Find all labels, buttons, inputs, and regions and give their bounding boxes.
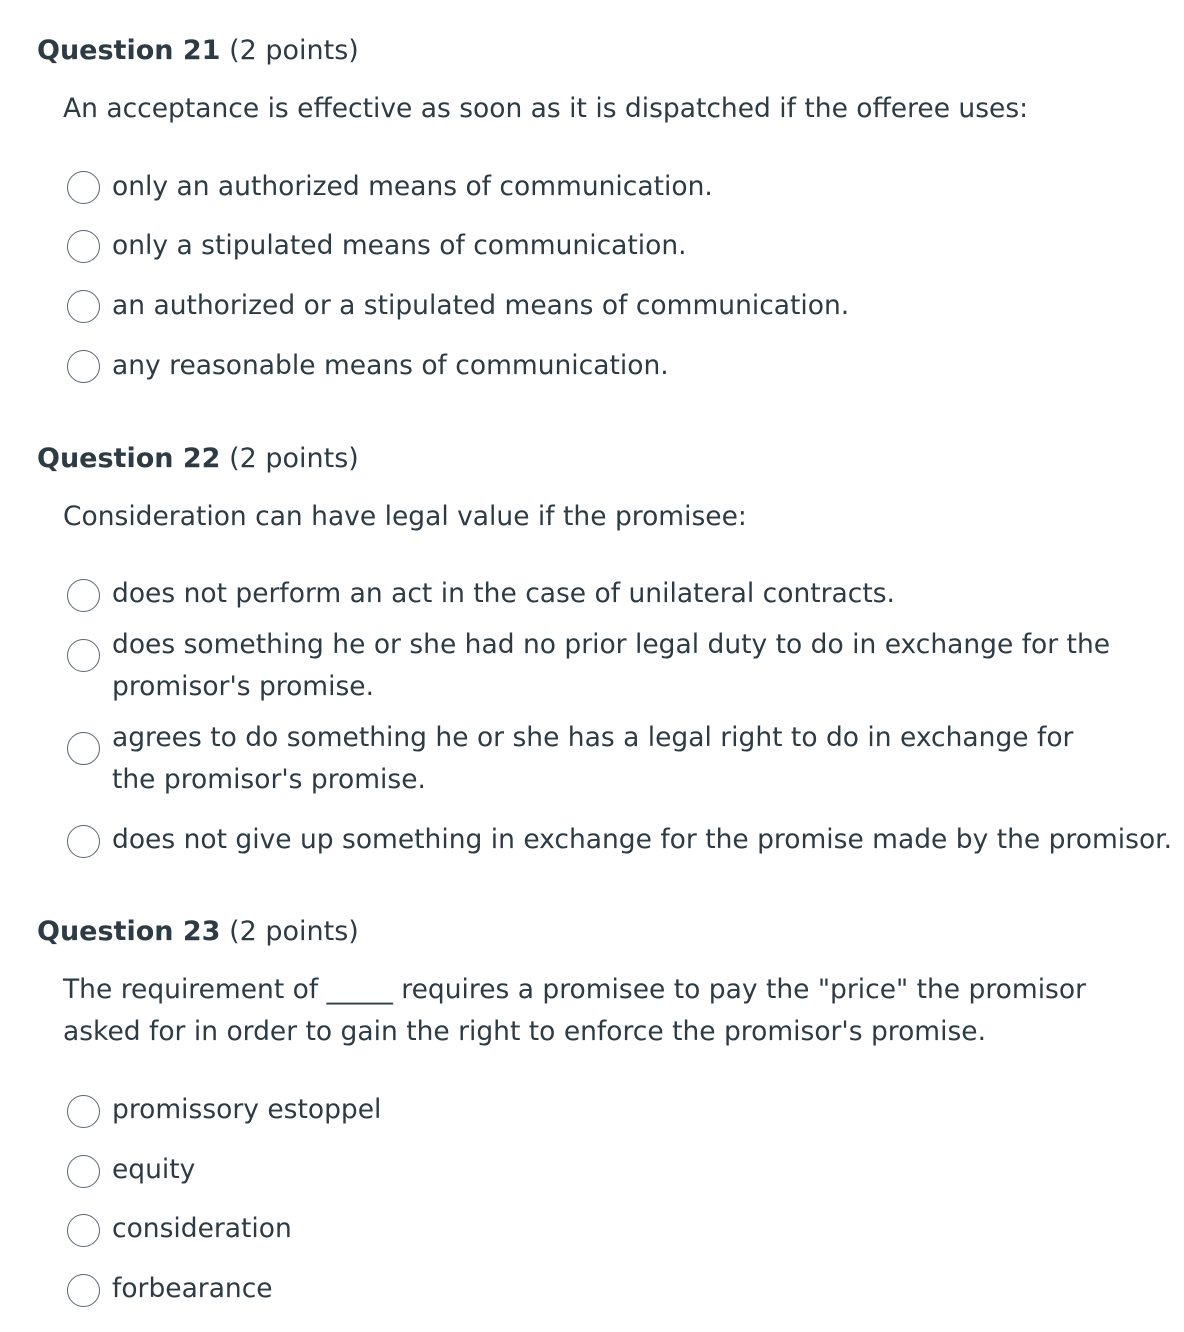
question-prompt: The requirement of _____ requires a promisee to pay the "price" the promisor asked for in order to gain the right to enforce the promisor's promise. [63,974,1086,1047]
answer-label[interactable]: promissory estoppel [112,1094,382,1125]
radio-button[interactable] [67,350,100,383]
answer-label[interactable]: only an authorized means of communication. [112,171,713,202]
question-header [37,34,359,68]
question-prompt: Consideration can have legal value if the promisee: [63,501,747,532]
answer-option[interactable] [67,819,1173,861]
answer-option[interactable] [67,285,1167,327]
radio-button[interactable] [67,825,100,858]
answer-option[interactable] [67,1208,1167,1250]
question-title: Question 22 [37,443,221,474]
question-title: Question 21 [37,35,221,66]
answer-label[interactable]: agrees to do something he or she has a legal right to do in exchange for the promisor's promise. [112,722,1074,795]
question-header [37,915,359,949]
answer-option[interactable] [67,573,1167,615]
answer-option[interactable] [67,624,1167,708]
answer-option[interactable] [67,717,1167,801]
answer-option[interactable] [67,166,1167,208]
answer-label[interactable]: does not perform an act in the case of unilateral contracts. [112,578,895,609]
radio-button[interactable] [67,290,100,323]
answer-label[interactable]: any reasonable means of communication. [112,350,669,381]
question-points: (2 points) [229,916,359,947]
answer-label[interactable]: does something he or she had no prior legal duty to do in exchange for the promisor's promise. [112,629,1111,702]
answer-label[interactable]: forbearance [112,1273,273,1304]
radio-button[interactable] [67,639,100,672]
answer-label[interactable]: equity [112,1154,196,1185]
radio-button[interactable] [67,1274,100,1307]
question-points: (2 points) [229,443,359,474]
question-prompt: An acceptance is effective as soon as it is dispatched if the offeree uses: [63,93,1029,124]
radio-button[interactable] [67,579,100,612]
answer-label[interactable]: only a stipulated means of communication. [112,230,687,261]
radio-button[interactable] [67,230,100,263]
answer-label[interactable]: does not give up something in exchange for the promise made by the promisor. [112,824,1173,855]
answer-label[interactable]: an authorized or a stipulated means of communication. [112,290,850,321]
question-title: Question 23 [37,916,221,947]
answer-option[interactable] [67,345,1167,387]
question-points: (2 points) [229,35,359,66]
radio-button[interactable] [67,732,100,765]
question-header [37,442,359,476]
answer-option[interactable] [67,225,1167,267]
answer-option[interactable] [67,1149,1167,1191]
answer-option[interactable] [67,1089,1167,1131]
answer-option[interactable] [67,1268,1167,1310]
radio-button[interactable] [67,1095,100,1128]
radio-button[interactable] [67,1214,100,1247]
radio-button[interactable] [67,1155,100,1188]
answer-label[interactable]: consideration [112,1213,292,1244]
radio-button[interactable] [67,171,100,204]
